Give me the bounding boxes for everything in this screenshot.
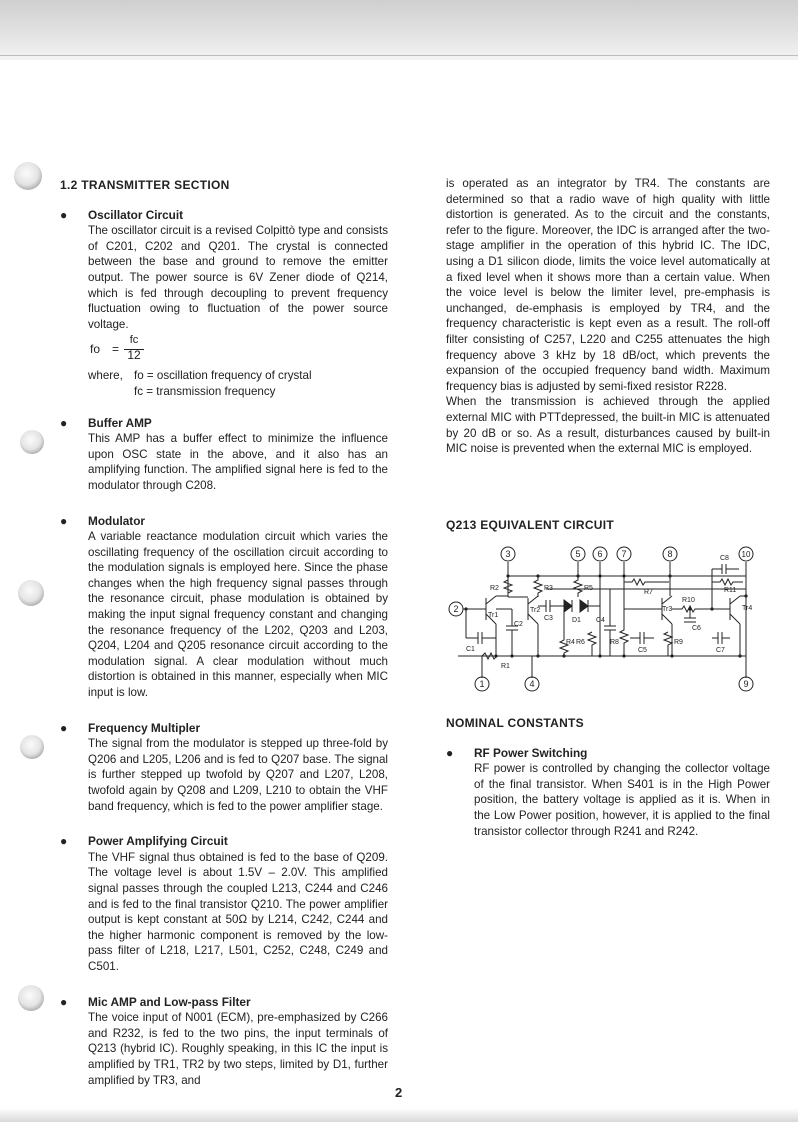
power-amp-section xyxy=(60,834,388,974)
buffer-title: Buffer AMP xyxy=(88,415,152,430)
transistor-tr4 xyxy=(730,596,752,624)
left-column xyxy=(60,178,388,1088)
pin-3-label: 3 xyxy=(505,549,511,559)
bullet-icon: ● xyxy=(60,207,68,222)
external-mic-text: When the transmission is achieved through the applied external MIC with PTTdepressed, the built-in MIC is attenuated by 20 dB or so. As a result, disturbances caused by built-in MIC noise is prevented when the external MIC is employed. xyxy=(446,395,770,456)
resistor-r6 xyxy=(576,632,596,656)
r8-label: R8 xyxy=(610,639,619,646)
c4-label: C4 xyxy=(596,617,605,624)
tr4-label: Tr4 xyxy=(742,605,753,612)
multiplier-section xyxy=(60,721,388,815)
pin-7-label: 7 xyxy=(621,549,627,559)
pin-8-label: 8 xyxy=(667,549,673,559)
resistor-r11 xyxy=(712,579,743,594)
circuit-heading: Q213 EQUIVALENT CIRCUIT xyxy=(446,518,615,532)
bullet-icon: ● xyxy=(60,994,68,1009)
capacitor-c6 xyxy=(684,609,701,632)
tr2-label: Tr2 xyxy=(530,607,541,614)
mic-amp-title: Mic AMP and Low-pass Filter xyxy=(88,994,251,1009)
rf-power-section xyxy=(446,746,770,840)
resistor-r5 xyxy=(574,576,593,597)
transistor-tr1 xyxy=(486,596,498,624)
nominal-heading: NOMINAL CONSTANTS xyxy=(446,716,584,730)
where-label: where, xyxy=(88,369,123,383)
pin-2 xyxy=(449,602,463,616)
where-line-2: fc = transmission frequency xyxy=(134,384,276,398)
pin-4 xyxy=(525,677,539,691)
power-amp-title: Power Amplifying Circuit xyxy=(88,834,228,849)
resistor-r3 xyxy=(534,576,553,597)
pin-10-label: 10 xyxy=(741,550,751,559)
modulator-section xyxy=(60,514,388,701)
power-amp-body: The VHF signal thus obtained is fed to the base of Q209. The voltage level is about 1.5V – 2.0V. This amplified signal passes through the coupled L213, C244 and C246 and is fed to the final transistor Q210. The power amplifier output is kept constant at 50Ω by L214, C242, C244 and the higher harmonic component is removed by the low-pass filter of L218, L217, L501, C252, C248, C249 and C501. xyxy=(88,850,388,973)
capacitor-c8 xyxy=(712,555,739,574)
r3-label: R3 xyxy=(544,585,553,592)
r11-label: R11 xyxy=(724,587,737,594)
resistor-r2 xyxy=(490,576,512,597)
capacitor-c5 xyxy=(630,632,654,654)
mic-amp-body: The voice input of N001 (ECM), pre-emphasized by C266 and R232, is fed to the two pins, the input terminals of Q213 (hybrid IC). Roughly speaking, in this IC the input is amplified by TR1, TR2 by two steps, limited by D1, further amplified by TR3, and xyxy=(88,1011,388,1087)
rf-power-title: RF Power Switching xyxy=(474,745,588,760)
c5-label: C5 xyxy=(638,647,647,654)
r4-label: R4 xyxy=(566,639,575,646)
c7-label: C7 xyxy=(716,647,725,654)
pin-9 xyxy=(739,677,753,691)
oscillator-body: The oscillator circuit is a revised Colpittò type and consists of C201, C202 and Q201. The crystal is connected between the base and ground to remove the emitter output. The power source is 6V Zener diode of Q214, which is fed through decoupling to prevent frequency fluctuation owing to fluctuation of the power source voltage. xyxy=(88,224,388,331)
c2-label: C2 xyxy=(514,621,523,628)
resistor-r9 xyxy=(664,632,683,656)
pin-6 xyxy=(593,547,607,561)
buffer-section xyxy=(60,416,388,494)
pin-5-label: 5 xyxy=(575,549,581,559)
r2-label: R2 xyxy=(490,585,499,592)
c3-label: C3 xyxy=(544,615,553,622)
resistor-r10 xyxy=(672,597,705,612)
binder-hole-3 xyxy=(18,580,44,606)
page-number: 2 xyxy=(395,1085,403,1100)
modulator-body: A variable reactance modulation circuit which varies the oscillating frequency of the oscillation circuit according to the modulation signals is employed here. Since the phase changes when the high frequency signal passes through the resonance circuit, phase modulation is obtained by making the input signal frequency constant and changing the resonance frequency of the L202, Q203 and L203, Q204, L204 and Q205 resonance circuit according to the modulation signal. A clear modulation without much distortion is obtained in this manner, especially when MIC input is low. xyxy=(88,530,388,700)
multiplier-body: The signal from the modulator is stepped up three-fold by Q206 and L205, L206 and is fed to Q207 base. The signal is further stepped up twofold by Q207 and L207, L208, twofold again by Q208 and L209, L210 to obtain the VHF band frequency, which is fed to the power amplifier stage. xyxy=(88,737,388,813)
formula-equals: = xyxy=(112,342,120,357)
transistor-tr2 xyxy=(528,596,540,624)
c1-label: C1 xyxy=(466,646,475,653)
resistor-r7 xyxy=(624,579,669,596)
bullet-icon: ● xyxy=(60,513,68,528)
r10-label: R10 xyxy=(682,597,695,604)
bullet-icon: ● xyxy=(60,720,68,735)
capacitor-c1 xyxy=(466,632,482,653)
capacitor-c7 xyxy=(712,632,730,654)
pin-5 xyxy=(571,547,585,561)
buffer-body: This AMP has a buffer effect to minimize the influence upon OSC state in the above, and it also has an amplifying function. The amplified signal here is fed to the modulator through C208. xyxy=(88,432,388,492)
oscillator-title: Oscillator Circuit xyxy=(88,207,184,222)
transmitter-heading: 1.2 TRANSMITTER SECTION xyxy=(60,178,230,192)
pin-8 xyxy=(663,547,677,561)
circuit-heading-block xyxy=(446,518,770,534)
pin-3 xyxy=(501,547,515,561)
tr3-label: Tr3 xyxy=(662,606,673,613)
pin-1-label: 1 xyxy=(479,679,485,689)
c8-label: C8 xyxy=(720,555,729,562)
bullet-icon: ● xyxy=(446,745,454,760)
bullet-icon: ● xyxy=(60,834,68,849)
resistor-r8 xyxy=(610,576,628,656)
pin-9-label: 9 xyxy=(743,679,749,689)
resistor-r4 xyxy=(560,606,575,656)
page-bottom-shadow xyxy=(0,1108,798,1122)
c6-label: C6 xyxy=(692,625,701,632)
q213-equivalent-circuit xyxy=(446,540,766,696)
mic-amp-section xyxy=(60,995,388,1089)
rf-power-body: RF power is controlled by changing the collector voltage of the final transistor. When S401 is in the High Power position, the battery voltage is applied as it is. When in the Low Power position, however, it is applied to the final transistor collector through R241 and R242. xyxy=(474,762,770,838)
oscillator-formula xyxy=(90,332,388,368)
tr1-label: Tr1 xyxy=(488,612,499,619)
capacitor-c3 xyxy=(544,600,553,622)
d1-label: D1 xyxy=(572,617,581,624)
pin-2-label: 2 xyxy=(453,604,459,614)
pin-10 xyxy=(739,547,753,561)
r9-label: R9 xyxy=(674,639,683,646)
diode-d1 xyxy=(564,600,588,624)
pin-6-label: 6 xyxy=(597,549,603,559)
formula-where xyxy=(88,368,388,399)
right-column-top xyxy=(446,176,770,457)
multiplier-title: Frequency Multipler xyxy=(88,720,201,735)
modulator-title: Modulator xyxy=(88,513,146,528)
bullet-icon: ● xyxy=(60,415,68,430)
binder-hole-4 xyxy=(20,735,44,759)
r1-label: R1 xyxy=(501,663,510,670)
transistor-tr3 xyxy=(662,596,672,624)
page-top-shadow xyxy=(0,0,798,60)
oscillator-section xyxy=(60,208,388,400)
capacitor-c2 xyxy=(506,609,523,656)
r5-label: R5 xyxy=(584,585,593,592)
pin-4-label: 4 xyxy=(529,679,535,689)
where-line-1: fo = oscillation frequency of crystal xyxy=(134,369,312,383)
pin-1 xyxy=(475,677,489,691)
formula-lhs: fo xyxy=(90,342,101,357)
r6-label: R6 xyxy=(576,639,585,646)
continuation-text: is operated as an integrator by TR4. The constants are determined so that a radio wave of high quality with little distortion is generated. As to the circuit and the constants, refer to the figure. Moreover, the IDC is arranged after the two-stage amplifier in the operation of this hybrid IC. The IDC, using a D1 silicon diode, limits the voice level automatically at a fixed level when it shows more than a certain value. When the voice level is below the limiter level, pre-emphasis is unchanged, de-emphasis is employed by TR4, and the frequency characteristic is kept even as a result. The roll-off filter consisting of C257, L220 and C255 attenuates the high frequency above 3 kHz by 18 dB/oct, which prevents the expansion of the occupied frequency band width. Maximum frequency bias is adjusted by semi-fixed resistor R228. xyxy=(446,177,770,393)
formula-numerator: fc xyxy=(124,333,144,350)
binder-hole-1 xyxy=(14,162,42,190)
binder-hole-2 xyxy=(20,430,44,454)
r7-label: R7 xyxy=(644,589,653,596)
formula-denominator: 12 xyxy=(127,348,141,363)
pin-7 xyxy=(617,547,631,561)
nominal-constants-block xyxy=(446,716,770,839)
binder-hole-5 xyxy=(18,985,44,1011)
